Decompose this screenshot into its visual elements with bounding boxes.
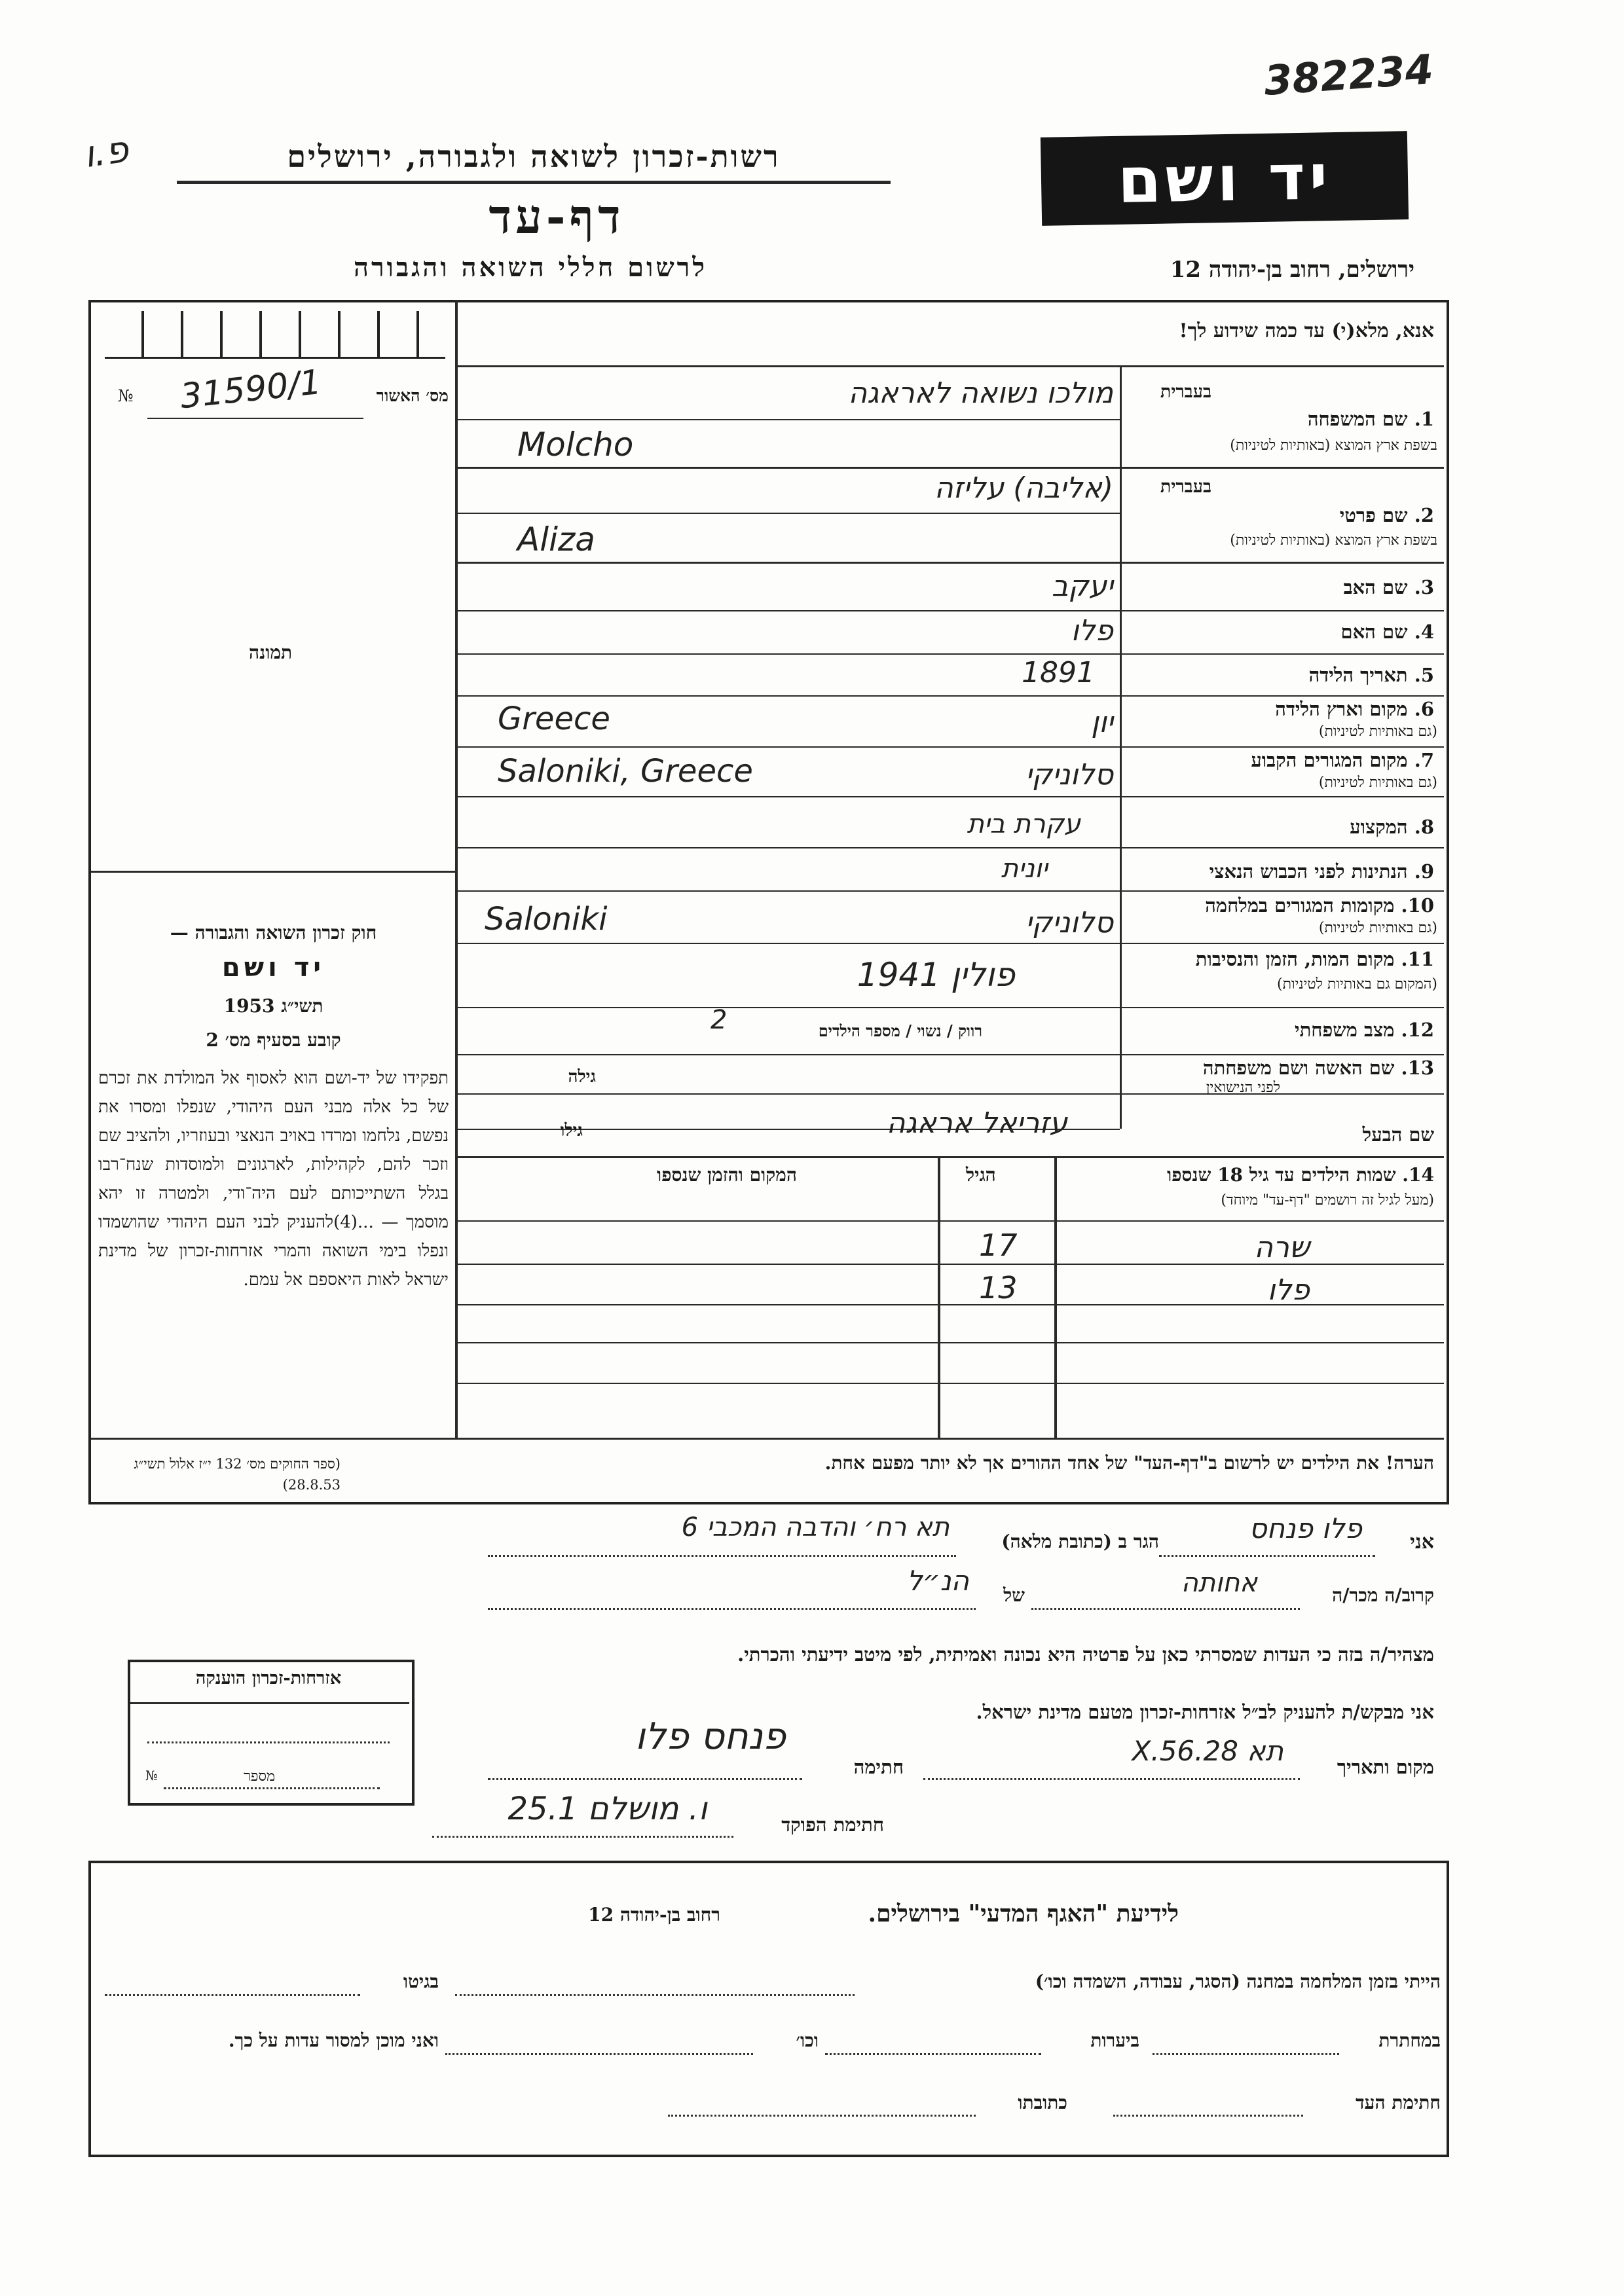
left-column-divider [455, 300, 458, 1438]
field-2-label: 2. שם פרטי [1339, 504, 1434, 526]
field-12-options: רווק / נשוי / מספר הילדים [818, 1021, 982, 1040]
decl-request: אני מבקש/ת להעניק לב״ל אזרחות-זכרון מטעם מדינת ישראל. [976, 1701, 1434, 1723]
field-3-value: יעקב [1051, 570, 1113, 603]
field-4-value: פלו [1071, 614, 1113, 647]
law-text: תפקידו של יד-ושם הוא לאסוף אל המולדת את זכרם של כל אלה מבני העם היהודי, שנפלו ומסרו את נפשם, נלחמו ומרדו באויב הנאצי ובעוזריו, ולהציב שם וזכר להם, לקהילות, לארגונים ולמוסדות שנח־רבו בגלל השתייכותם לעם היה־ודי, ולמטרה זו יהא מוסמך — ...(4)להעניק לבני העם היהודי שהושמדו ונפלו בימי השואה והמרי אזרחות-זכרון של מדינת ישראל לאות היאספם אל עמם. [98, 1068, 449, 1290]
child-1-age: 17 [979, 1228, 1018, 1263]
info-line2-a: במחתרת [1378, 2030, 1441, 2051]
decl-signature-label: חתימה [853, 1756, 904, 1778]
decl-statement: מצהיר/ה בזה כי העדות שמסרתי כאן על פרטיה היא נכונה ואמיתית, לפי מיטב ידיעתי והכרתי. [737, 1643, 1434, 1666]
law-citation: (ספר החוקים מס׳ 132 י״ז אלול תשי״ג 28.8.53) [134, 1456, 341, 1493]
decl-place-date-label: מקום ותאריך [1337, 1756, 1434, 1778]
law-title: חוק זכרון השואה והגבורה — [170, 922, 377, 943]
decl-officer-signature: ו. מושלם 25.1 [507, 1791, 707, 1827]
form-title: דף-עד [489, 189, 625, 244]
institution-name: רשות-זכרון לשואה ולגבורה, ירושלים [287, 139, 781, 174]
field-8-label: 8. המקצוע [1350, 816, 1434, 838]
field-6-latin-value: Greece [498, 701, 610, 737]
children-title: 14. שמות הילדים עד גיל 18 שנספו [1167, 1164, 1434, 1186]
instructions: אנא, מלא(י) עד כמה שידוע לך! [1179, 319, 1434, 342]
decl-of-value: הנ״ל [906, 1565, 969, 1597]
children-title-sub: (מעל לגיל זה רושמים "דף-עד" מיוחד) [1221, 1192, 1434, 1209]
decl-i-label: אני [1410, 1531, 1434, 1554]
field-10-sub: (גם באותיות לטיניות) [1318, 920, 1437, 936]
tally-box [105, 311, 445, 359]
field-7-hebrew-value: סלוניקי [1025, 758, 1113, 792]
field-1-label: 1. שם המשפחה [1307, 408, 1434, 430]
info-line2-c: וכו׳ [796, 2030, 819, 2051]
info-title: לידיעת "האגף המדעי" בירושלים. [868, 1900, 1179, 1927]
info-line1-b: בגיטו [403, 1971, 439, 1992]
field-11-label: 11. מקום המות, הזמן והנסיבות [1195, 948, 1434, 970]
decl-signature: פנחס פלו [635, 1715, 786, 1758]
child-2-age: 13 [979, 1270, 1018, 1305]
field-2-sub: בשפת ארץ המוצא (באותיות לטיניות) [1230, 532, 1437, 549]
field-5-label: 5. תאריך הלידה [1308, 664, 1434, 686]
husband-value: עזריאל אראגה [886, 1106, 1067, 1140]
header-underline [177, 181, 891, 184]
field-10-label: 10. מקומות המגורים במלחמה [1205, 894, 1434, 917]
form-subtitle: לרשום חללי השואה והגבורה [353, 252, 708, 283]
field-2-hebrew-value: (אליבה) עליזה [934, 471, 1113, 505]
note: הערה! את הילדים יש לרשום ב"דף-העד" של אחד ההורים אך לא יותר מפעם אחת. [824, 1452, 1434, 1474]
field-13-label: 13. שם האשה ושם משפחתה [1202, 1057, 1434, 1079]
yad-vashem-logo [1041, 131, 1409, 226]
registration-label: מס׳ האשור [376, 386, 449, 405]
field-13-age-label: גילה [568, 1067, 596, 1087]
field-7-label: 7. מקום המגורים הקבוע [1251, 749, 1434, 771]
field-9-value: יונית [1001, 854, 1048, 884]
field-12-children-count: 2 [710, 1005, 728, 1035]
field-2-latin-value: Aliza [517, 520, 595, 558]
archive-number: 382234 [1262, 45, 1435, 105]
field-8-value: עקרת בית [967, 809, 1080, 839]
law-logo: יד ושם [221, 953, 325, 983]
info-line2-b: ביערות [1090, 2030, 1139, 2051]
field-13-sub: לפני הנישואין [1206, 1080, 1280, 1096]
info-line1-a: הייתי בזמן המלחמה במחנה (הסגר, עבודה, השמדה וכו׳) [1035, 1971, 1441, 1992]
photo-label: תמונה [249, 642, 293, 663]
field-7-sub: (גם באותיות לטיניות) [1318, 774, 1437, 791]
field-10-latin-value: Saloniki [485, 901, 608, 938]
husband-label: שם הבעל [1362, 1123, 1434, 1146]
decl-officer-label: חתימת הפוקד [781, 1813, 884, 1836]
field-12-label: 12. מצב משפחתי [1295, 1019, 1434, 1041]
field-6-hebrew-value: יון [1091, 706, 1113, 739]
info-address: רחוב בן-יהודה 12 [588, 1904, 720, 1925]
decl-relative-label: קרוב/ה מכר/ה [1332, 1584, 1434, 1606]
decl-name: פלו פנחס [1249, 1512, 1362, 1544]
field-1-latin-value: Molcho [517, 426, 634, 464]
info-line3-b: כתובתו [1018, 2092, 1067, 2113]
field-7-latin-value: Saloniki, Greece [498, 753, 753, 790]
field-1-hebrew-value: מולכו נשואה לאראגה [848, 376, 1113, 410]
children-col-age: הגיל [966, 1164, 996, 1186]
field-11-sub: (המקום גם באותיות לטיניות) [1277, 976, 1437, 993]
field-5-value: 1891 [1022, 656, 1095, 689]
citizenship-title: אזרחות-זכרון הוענקה [195, 1668, 342, 1688]
law-year: תשי״ג 1953 [223, 995, 323, 1017]
field-6-sub: (גם באותיות לטיניות) [1318, 723, 1437, 740]
decl-place-date: תא 28.X.56 [1132, 1735, 1283, 1767]
husband-age-label: גילו [560, 1121, 583, 1140]
decl-of-label: של [1003, 1584, 1025, 1606]
labels-divider [1120, 367, 1122, 1129]
decl-address: תא רח׳ והדבה המכבי 6 [681, 1512, 950, 1542]
law-clause: קובע בסעיף מס׳ 2 [206, 1029, 341, 1051]
info-line3-a: חתימת העד [1356, 2092, 1441, 2113]
citizenship-number-label: מספר [244, 1768, 275, 1785]
registration-number: 31590/1 [178, 362, 323, 417]
field-10-hebrew-value: סלוניקי [1025, 906, 1113, 939]
child-2-name: פלו [1267, 1273, 1310, 1307]
child-1-name: שרה [1254, 1231, 1310, 1264]
decl-relation: אחותה [1181, 1568, 1257, 1598]
field-1-heb-label: בעברית [1160, 382, 1211, 402]
field-9-label: 9. הנתינות לפני הכבוש הנאצי [1209, 860, 1434, 883]
field-11-value: פולין 1941 [857, 956, 1015, 994]
children-col-place: המקום והזמן שנספו [657, 1164, 797, 1186]
registration-no-mark: № [118, 386, 134, 405]
logo-text: יד ושם [1116, 139, 1333, 217]
field-2-heb-label: בעברית [1160, 477, 1211, 497]
corner-mark: פ.ו [81, 128, 132, 177]
decl-resides: הגר ב (כתובת מלאה) [1001, 1531, 1159, 1552]
field-6-label: 6. מקום וארץ הלידה [1275, 698, 1434, 720]
info-line2-d: ואני מוכן למסור עדות על כך. [228, 2030, 439, 2051]
citizenship-no-mark: № [145, 1768, 158, 1783]
header-address: ירושלים, רחוב בן-יהודה 12 [1170, 257, 1414, 283]
field-1-sub: בשפת ארץ המוצא (באותיות לטיניות) [1230, 437, 1437, 454]
field-3-label: 3. שם האב [1343, 576, 1434, 598]
field-4-label: 4. שם האם [1340, 621, 1434, 643]
